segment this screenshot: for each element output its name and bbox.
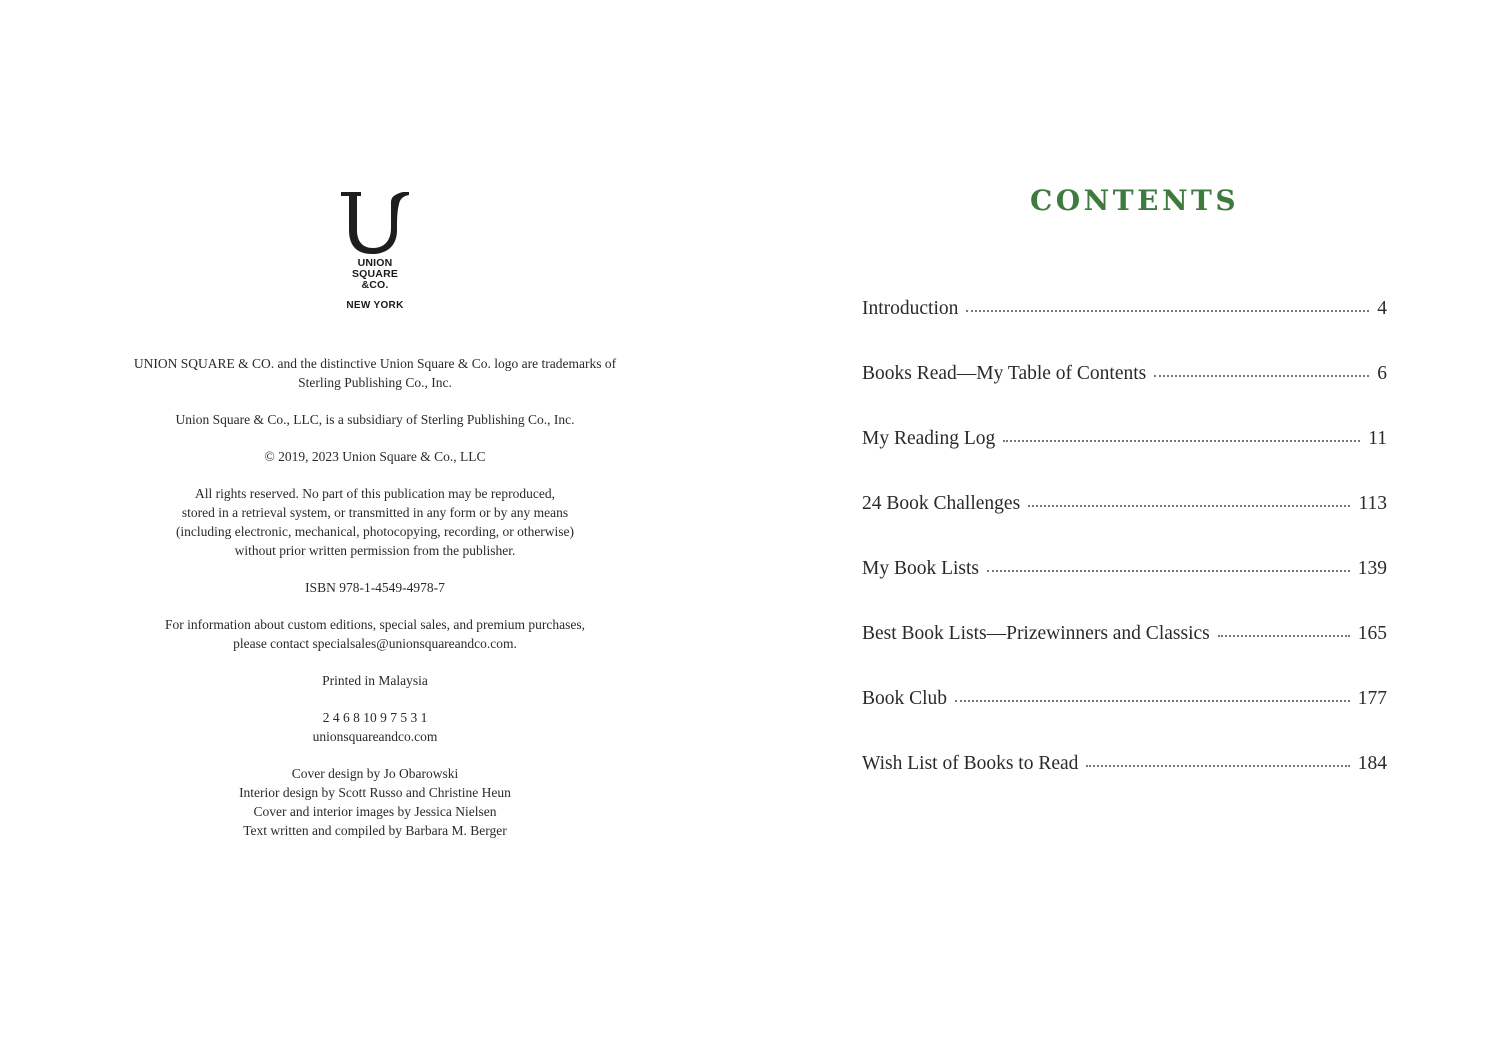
contents-heading: CONTENTS <box>1030 184 1240 217</box>
copyright-line: stored in a retrieval system, or transmitted in any form or by any means <box>181 505 569 520</box>
logo-wordmark-line-1: UNION <box>357 257 393 269</box>
toc-entry-title: My Reading Log <box>862 428 996 449</box>
toc-entry-page-number: 113 <box>1358 493 1387 514</box>
toc-entry-title: Wish List of Books to Read <box>862 753 1079 774</box>
dot-leader <box>987 569 1350 572</box>
copyright-paragraph <box>75 578 675 597</box>
copyright-line: (including electronic, mechanical, photocopying, recording, or otherwise) <box>175 524 575 539</box>
dot-leader <box>1086 764 1349 767</box>
publisher-logo <box>300 190 450 311</box>
toc-entry-page-number: 6 <box>1377 363 1387 384</box>
paragraph-spacer <box>75 392 675 410</box>
paragraph-spacer <box>75 690 675 708</box>
toc-entry[interactable] <box>862 753 1387 818</box>
copyright-paragraph <box>75 615 675 653</box>
copyright-line: please contact specialsales@unionsquareandco.com. <box>233 636 517 651</box>
toc-entry-page-number: 177 <box>1357 688 1387 709</box>
toc-entry-title: My Book Lists <box>862 558 980 579</box>
logo-wordmark-line-2: SQUARE <box>351 268 399 280</box>
copyright-paragraph <box>75 484 675 560</box>
copyright-paragraph <box>75 354 675 392</box>
toc-entry[interactable] <box>862 493 1387 558</box>
copyright-line: ISBN 978-1-4549-4978-7 <box>305 580 445 595</box>
copyright-paragraph <box>75 708 675 746</box>
copyright-line: © 2019, 2023 Union Square & Co., LLC <box>264 449 486 464</box>
paragraph-spacer <box>75 560 675 578</box>
copyright-line: UNION SQUARE & CO. and the distinctive Union Square & Co. logo are trademarks of <box>133 356 617 371</box>
toc-entry-page-number: 4 <box>1377 298 1387 319</box>
toc-entry-page-number: 11 <box>1368 428 1387 449</box>
union-square-u-logo-icon <box>339 190 411 254</box>
copyright-text <box>75 354 675 840</box>
copyright-line: Cover and interior images by Jessica Nielsen <box>253 804 497 819</box>
copyright-line: Interior design by Scott Russo and Christine Heun <box>239 785 511 800</box>
copyright-line: Sterling Publishing Co., Inc. <box>298 375 452 390</box>
toc-entry[interactable] <box>862 558 1387 623</box>
toc-entry[interactable] <box>862 623 1387 688</box>
contents-page <box>750 0 1500 1050</box>
copyright-line: For information about custom editions, special sales, and premium purchases, <box>165 617 585 632</box>
toc-entry-title: 24 Book Challenges <box>862 493 1021 514</box>
paragraph-spacer <box>75 746 675 764</box>
dot-leader <box>1028 504 1350 507</box>
table-of-contents <box>862 298 1387 818</box>
dot-leader <box>1003 439 1360 442</box>
dot-leader <box>955 699 1350 702</box>
copyright-line: Printed in Malaysia <box>322 673 428 688</box>
toc-entry-title: Best Book Lists—Prizewinners and Classics <box>862 623 1210 644</box>
copyright-line: Cover design by Jo Obarowski <box>291 766 459 781</box>
copyright-line: Union Square & Co., LLC, is a subsidiary of Sterling Publishing Co., Inc. <box>175 412 575 427</box>
copyright-paragraph <box>75 764 675 840</box>
copyright-line: 2 4 6 8 10 9 7 5 3 1 <box>322 710 428 725</box>
paragraph-spacer <box>75 653 675 671</box>
copyright-paragraph <box>75 671 675 690</box>
copyright-line: Text written and compiled by Barbara M. Berger <box>243 823 507 838</box>
copyright-line: unionsquareandco.com <box>312 729 438 744</box>
copyright-paragraph <box>75 447 675 466</box>
toc-entry-page-number: 165 <box>1357 623 1387 644</box>
paragraph-spacer <box>75 429 675 447</box>
copyright-line: without prior written permission from the publisher. <box>234 543 516 558</box>
toc-entry[interactable] <box>862 363 1387 428</box>
paragraph-spacer <box>75 597 675 615</box>
dot-leader <box>1154 374 1369 377</box>
toc-entry-title: Book Club <box>862 688 948 709</box>
dot-leader <box>966 309 1369 312</box>
toc-entry-title: Books Read—My Table of Contents <box>862 363 1147 384</box>
toc-entry-title: Introduction <box>862 298 959 319</box>
paragraph-spacer <box>75 466 675 484</box>
toc-entry[interactable] <box>862 428 1387 493</box>
toc-entry[interactable] <box>862 688 1387 753</box>
logo-city: NEW YORK <box>346 300 404 311</box>
logo-wordmark-line-3: &CO. <box>361 279 389 291</box>
dot-leader <box>1218 634 1350 637</box>
copyright-paragraph <box>75 410 675 429</box>
toc-entry-page-number: 139 <box>1357 558 1387 579</box>
copyright-line: All rights reserved. No part of this publication may be reproduced, <box>195 486 555 501</box>
toc-entry[interactable] <box>862 298 1387 363</box>
toc-entry-page-number: 184 <box>1357 753 1387 774</box>
